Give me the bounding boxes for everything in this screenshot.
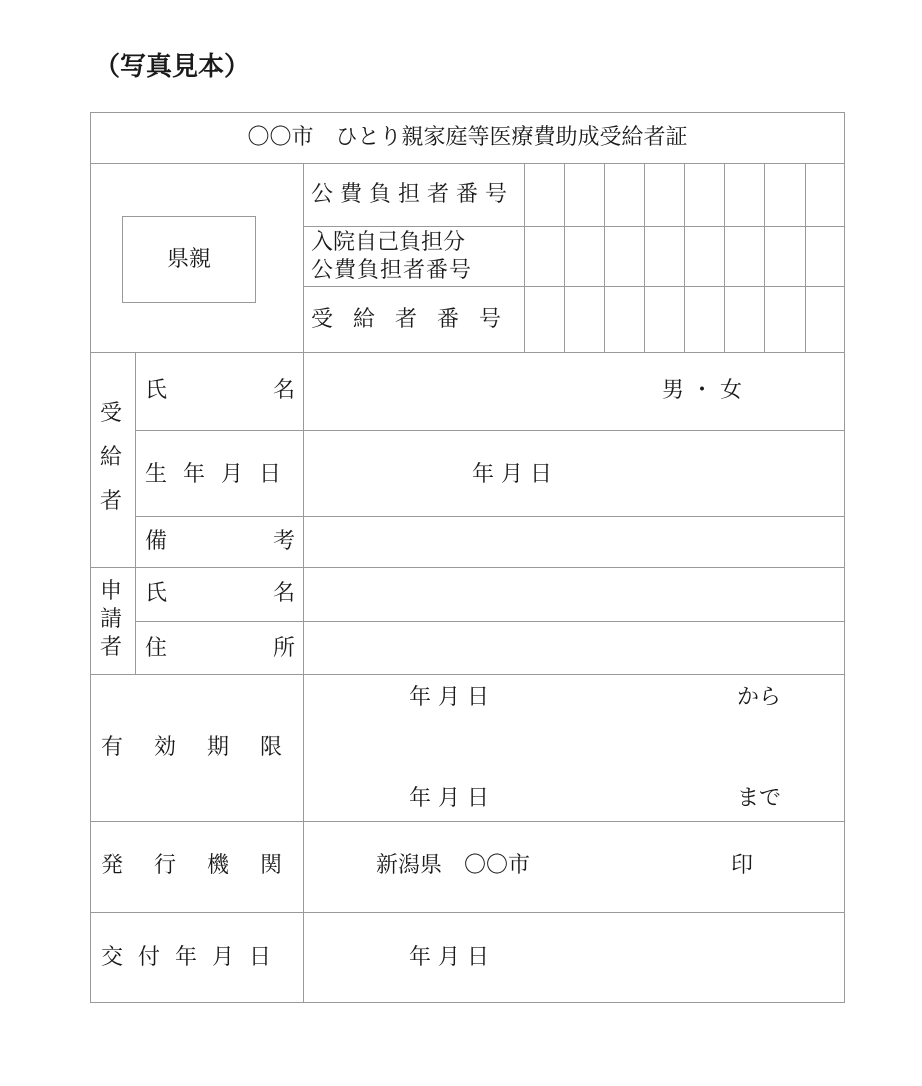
card-title: 〇〇市 ひとり親家庭等医療費助成受給者証 (247, 125, 688, 150)
divider (135, 516, 845, 517)
issuer-value: 新潟県 〇〇市 (376, 853, 531, 878)
inpatient-label-line1: 入院自己負担分 (311, 230, 466, 255)
public-payer-number-label: 公費負担者番号 (311, 182, 515, 207)
inpatient-label-line2: 公費負担者番号 (311, 258, 473, 283)
seal-label: 印 (731, 853, 754, 878)
birth-date-value: 年 月 日 (472, 462, 552, 487)
applicant-name-label: 氏名 (145, 581, 402, 606)
validity-to-date: 年 月 日 (409, 786, 489, 811)
divider (90, 163, 845, 164)
validity-to-suffix: まで (737, 786, 782, 811)
address-label: 住所 (145, 636, 402, 661)
digit-cell-divider (764, 163, 765, 352)
divider (135, 621, 845, 622)
digit-cell-divider (724, 163, 725, 352)
birth-date-label: 生年月日 (145, 462, 298, 487)
issue-date-value: 年 月 日 (409, 945, 489, 970)
divider (90, 567, 845, 568)
divider (135, 352, 136, 674)
divider (90, 352, 845, 353)
digit-cell-divider (604, 163, 605, 352)
issue-date-label: 交付年月日 (101, 945, 287, 970)
applicant-group-label: 申請者 (99, 579, 122, 660)
divider (524, 163, 525, 352)
validity-from-suffix: から (737, 685, 782, 710)
digit-cell-divider (805, 163, 806, 352)
digit-cell-divider (644, 163, 645, 352)
issuer-label: 発行機関 (101, 853, 314, 878)
remarks-label: 備考 (145, 529, 402, 554)
divider (90, 674, 845, 675)
stamp-label: 県親 (166, 247, 211, 272)
divider (90, 821, 845, 822)
validity-from-date: 年 月 日 (409, 685, 489, 710)
name-label: 氏名 (145, 378, 402, 403)
digit-cell-divider (564, 163, 565, 352)
divider (135, 430, 845, 431)
recipient-number-label: 受給者番号 (311, 307, 522, 332)
recipient-group-label: 受給者 (99, 401, 122, 514)
divider (90, 912, 845, 913)
page-heading: （写真見本） (94, 52, 251, 82)
digit-cell-divider (684, 163, 685, 352)
gender-value: 男 ・ 女 (662, 378, 742, 403)
validity-label: 有効期限 (101, 735, 314, 760)
